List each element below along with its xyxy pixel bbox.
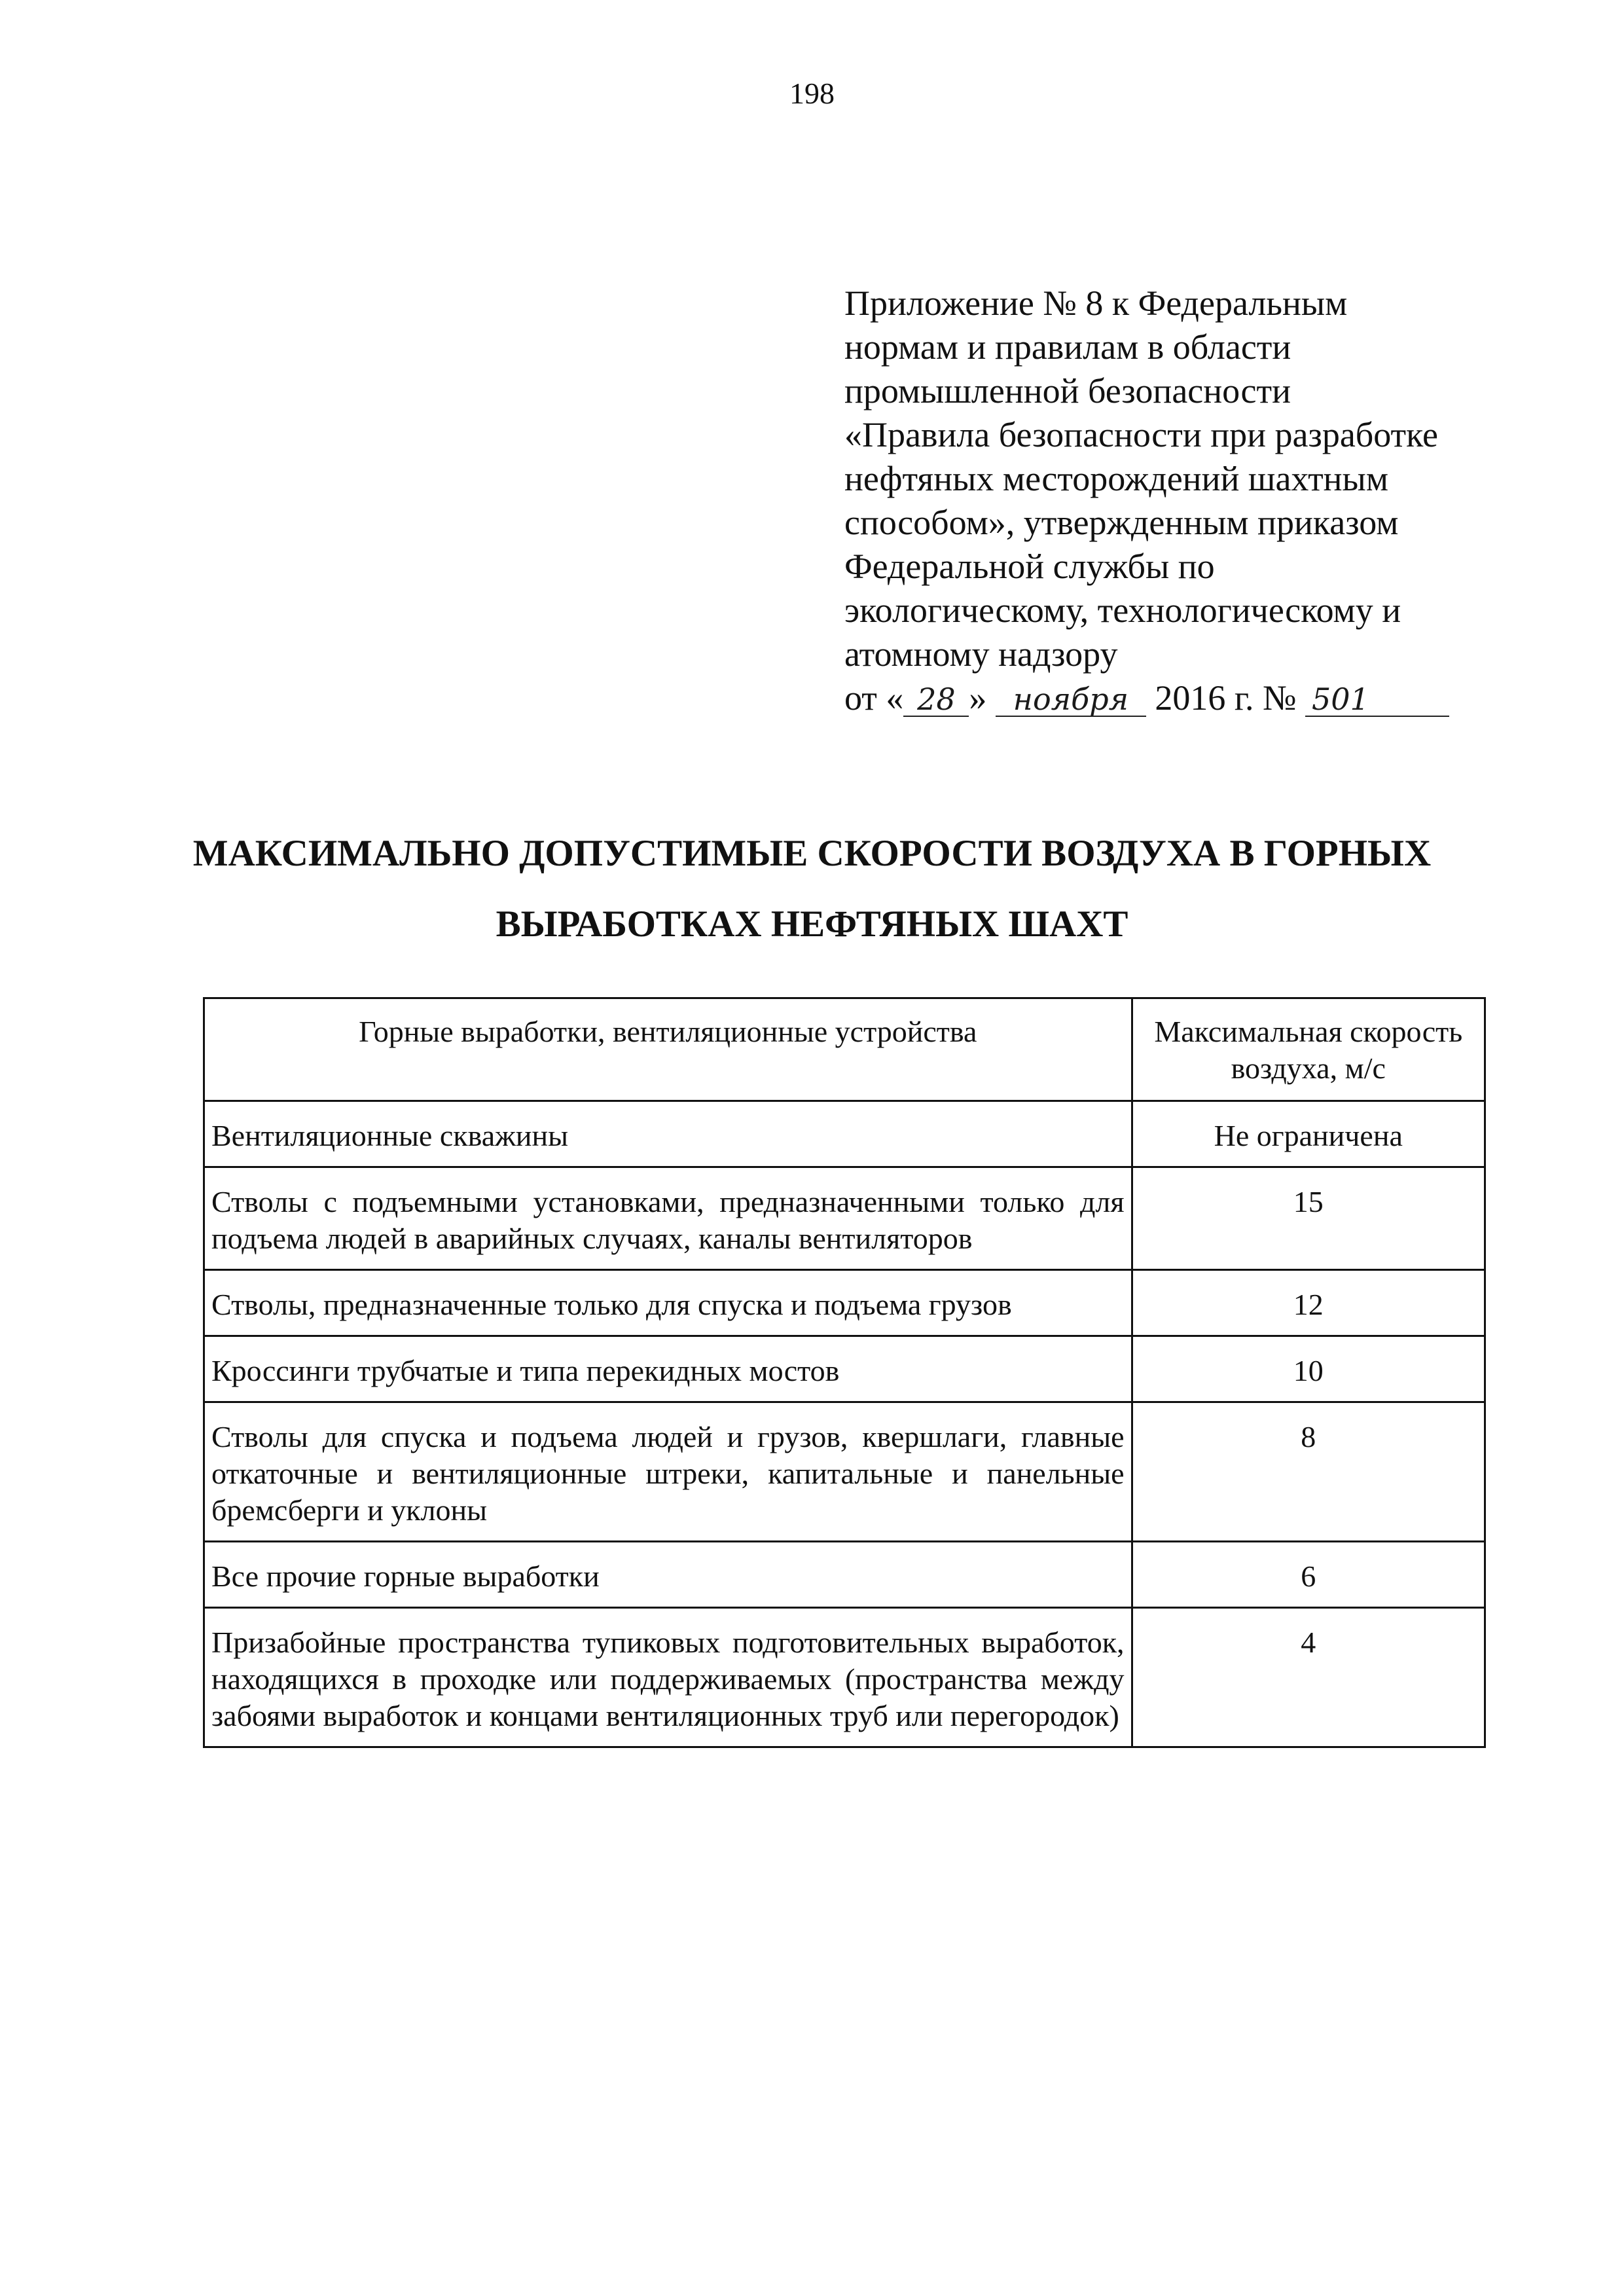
workings-cell: Призабойные пространства тупиковых подготовительных выработок, находящихся в проходке или поддерживаемых (пространства между забоями выработок и концами вентиляционных труб или перегородок): [204, 1608, 1132, 1747]
air-speed-table: [203, 997, 1486, 1748]
speed-cell: 4: [1132, 1608, 1485, 1747]
appendix-line: нормам и правилам в области: [844, 327, 1291, 367]
speed-cell: 10: [1132, 1336, 1485, 1402]
appendix-line: экологическому, технологическому и: [844, 591, 1401, 630]
table-row: [204, 1402, 1485, 1542]
workings-cell: Все прочие горные выработки: [204, 1542, 1132, 1608]
speed-cell: 15: [1132, 1167, 1485, 1270]
appendix-block: [844, 282, 1584, 720]
workings-cell: Вентиляционные скважины: [204, 1101, 1132, 1167]
appendix-line: Приложение № 8 к Федеральным: [844, 283, 1348, 323]
table-row: [204, 1336, 1485, 1402]
title-line-1: МАКСИМАЛЬНО ДОПУСТИМЫЕ СКОРОСТИ ВОЗДУХА В ГОРНЫХ: [192, 833, 1432, 874]
appendix-line: нефтяных месторождений шахтным: [844, 459, 1389, 498]
speed-cell: Не ограничена: [1132, 1101, 1485, 1167]
handwritten-month: ноября: [996, 683, 1146, 717]
table-header-row: [204, 998, 1485, 1101]
table-row: [204, 1167, 1485, 1270]
table-row: [204, 1101, 1485, 1167]
workings-cell: Стволы, предназначенные только для спуска и подъема грузов: [204, 1270, 1132, 1336]
table-row: [204, 1608, 1485, 1747]
page-number: 198: [789, 77, 835, 110]
workings-cell: Стволы для спуска и подъема людей и грузов, квершлаги, главные откаточные и вентиляционные штреки, капитальные и панельные бремсберги и уклоны: [204, 1402, 1132, 1542]
table-row: [204, 1542, 1485, 1608]
document-title: [0, 818, 1624, 960]
header-workings: Горные выработки, вентиляционные устройства: [204, 998, 1132, 1101]
workings-cell: Стволы с подъемными установками, предназначенными только для подъема людей в аварийных случаях, каналы вентиляторов: [204, 1167, 1132, 1270]
date-prefix: от «: [844, 678, 904, 718]
appendix-line: Федеральной службы по: [844, 547, 1215, 586]
appendix-line: способом», утвержденным приказом: [844, 503, 1399, 542]
handwritten-day: 28: [903, 683, 969, 717]
speed-cell: 12: [1132, 1270, 1485, 1336]
speed-cell: 8: [1132, 1402, 1485, 1542]
appendix-line: атомному надзору: [844, 634, 1118, 674]
header-max-speed: Максимальная скорость воздуха, м/с: [1132, 998, 1485, 1101]
order-date-line: [844, 676, 1584, 720]
handwritten-order-number: 501: [1305, 683, 1449, 717]
appendix-line: промышленной безопасности: [844, 371, 1291, 410]
workings-cell: Кроссинги трубчатые и типа перекидных мостов: [204, 1336, 1132, 1402]
speed-cell: 6: [1132, 1542, 1485, 1608]
date-year: 2016 г. №: [1155, 678, 1297, 718]
table-row: [204, 1270, 1485, 1336]
appendix-line: «Правила безопасности при разработке: [844, 415, 1439, 454]
date-mid: »: [969, 678, 987, 718]
title-line-2: ВЫРАБОТКАХ НЕФТЯНЫХ ШАХТ: [496, 903, 1128, 945]
